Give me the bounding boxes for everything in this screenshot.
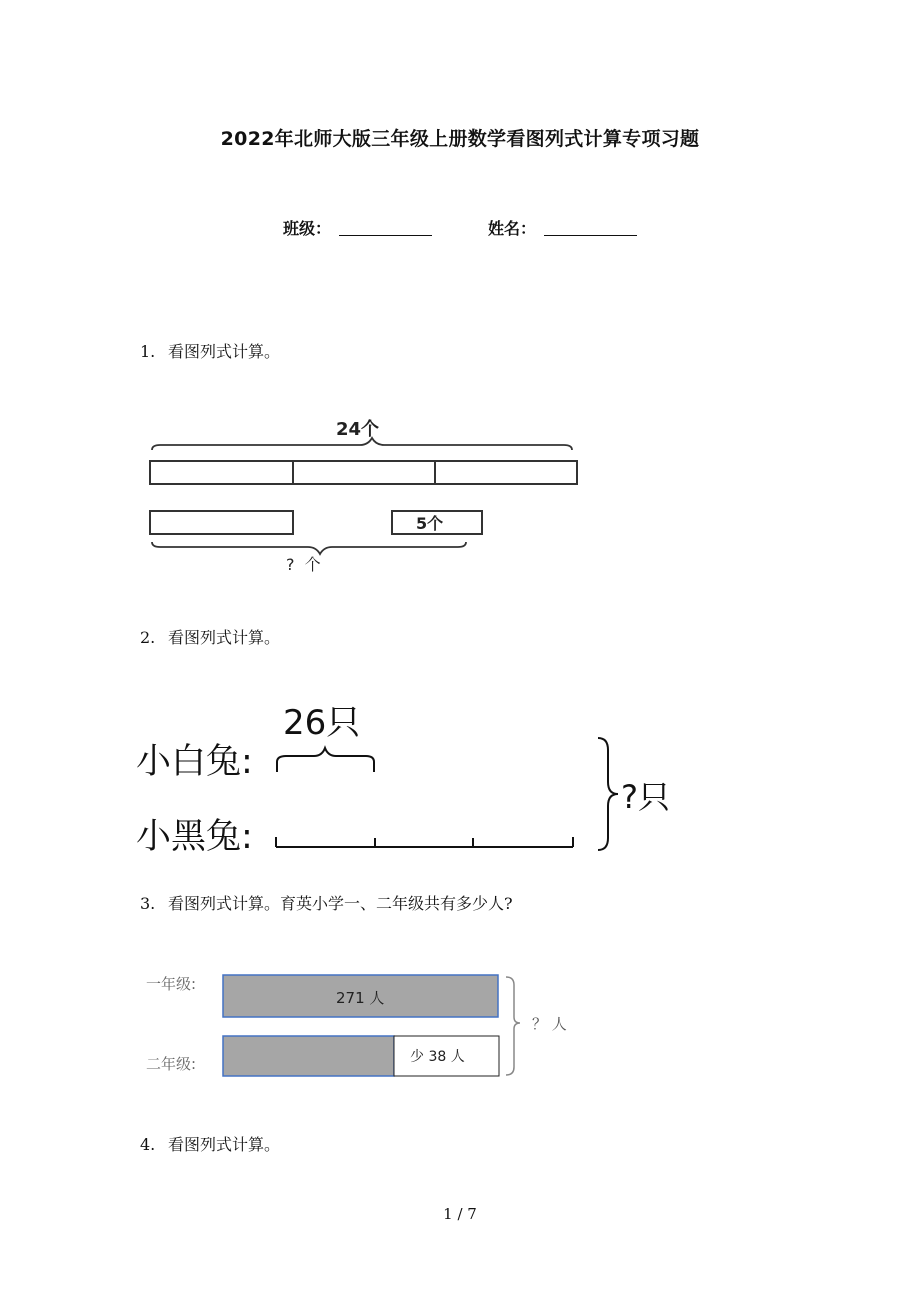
question-number: 3. <box>140 894 156 913</box>
name-blank <box>544 235 637 236</box>
diff-label: 少 38 人 <box>410 1049 465 1065</box>
question-1 <box>140 339 280 362</box>
bottom-brace <box>152 542 466 554</box>
white-count-label: 26只 <box>283 703 361 743</box>
question-text: 看图列式计算。育英小学一、二年级共有多少人? <box>168 894 513 913</box>
right-brace <box>598 738 618 850</box>
grade2-bar <box>223 1036 394 1076</box>
question-label: ? 个 <box>286 555 321 574</box>
question-number: 2. <box>140 628 156 647</box>
question-text: 看图列式计算。 <box>168 342 281 361</box>
question-4 <box>140 1132 280 1155</box>
figure-2-rabbit-diagram <box>136 690 696 860</box>
white-rabbit-label: 小白兔: <box>136 742 253 782</box>
class-blank <box>339 235 432 236</box>
white-brace <box>277 748 374 772</box>
question-number: 1. <box>140 342 156 361</box>
class-label: 班级： <box>283 219 332 238</box>
question-2 <box>140 625 280 648</box>
total-brace <box>506 977 520 1075</box>
question-number: 4. <box>140 1135 156 1154</box>
part-label: 5个 <box>416 514 444 533</box>
figure-1-segment-diagram <box>140 410 600 580</box>
total-label: 24个 <box>336 419 380 440</box>
question-text: 看图列式计算。 <box>168 628 281 647</box>
question-label: ?只 <box>621 778 670 816</box>
segment-1 <box>150 461 293 484</box>
segment-2 <box>293 461 435 484</box>
black-rabbit-label: 小黑兔: <box>136 817 253 857</box>
question-label: ？ 人 <box>532 1015 567 1033</box>
question-3 <box>140 891 513 914</box>
figure-3-bar-diagram <box>140 965 600 1085</box>
page-number: 1 / 7 <box>443 1205 477 1223</box>
grade1-label: 一年级: <box>146 975 197 993</box>
grade2-label: 二年级: <box>146 1055 197 1073</box>
grade1-value: 271 人 <box>336 989 385 1007</box>
part-segment <box>150 511 293 534</box>
name-label: 姓名： <box>488 219 537 238</box>
question-text: 看图列式计算。 <box>168 1135 281 1154</box>
page-title: 2022年北师大版三年级上册数学看图列式计算专项习题 <box>220 128 700 150</box>
segment-3 <box>435 461 577 484</box>
